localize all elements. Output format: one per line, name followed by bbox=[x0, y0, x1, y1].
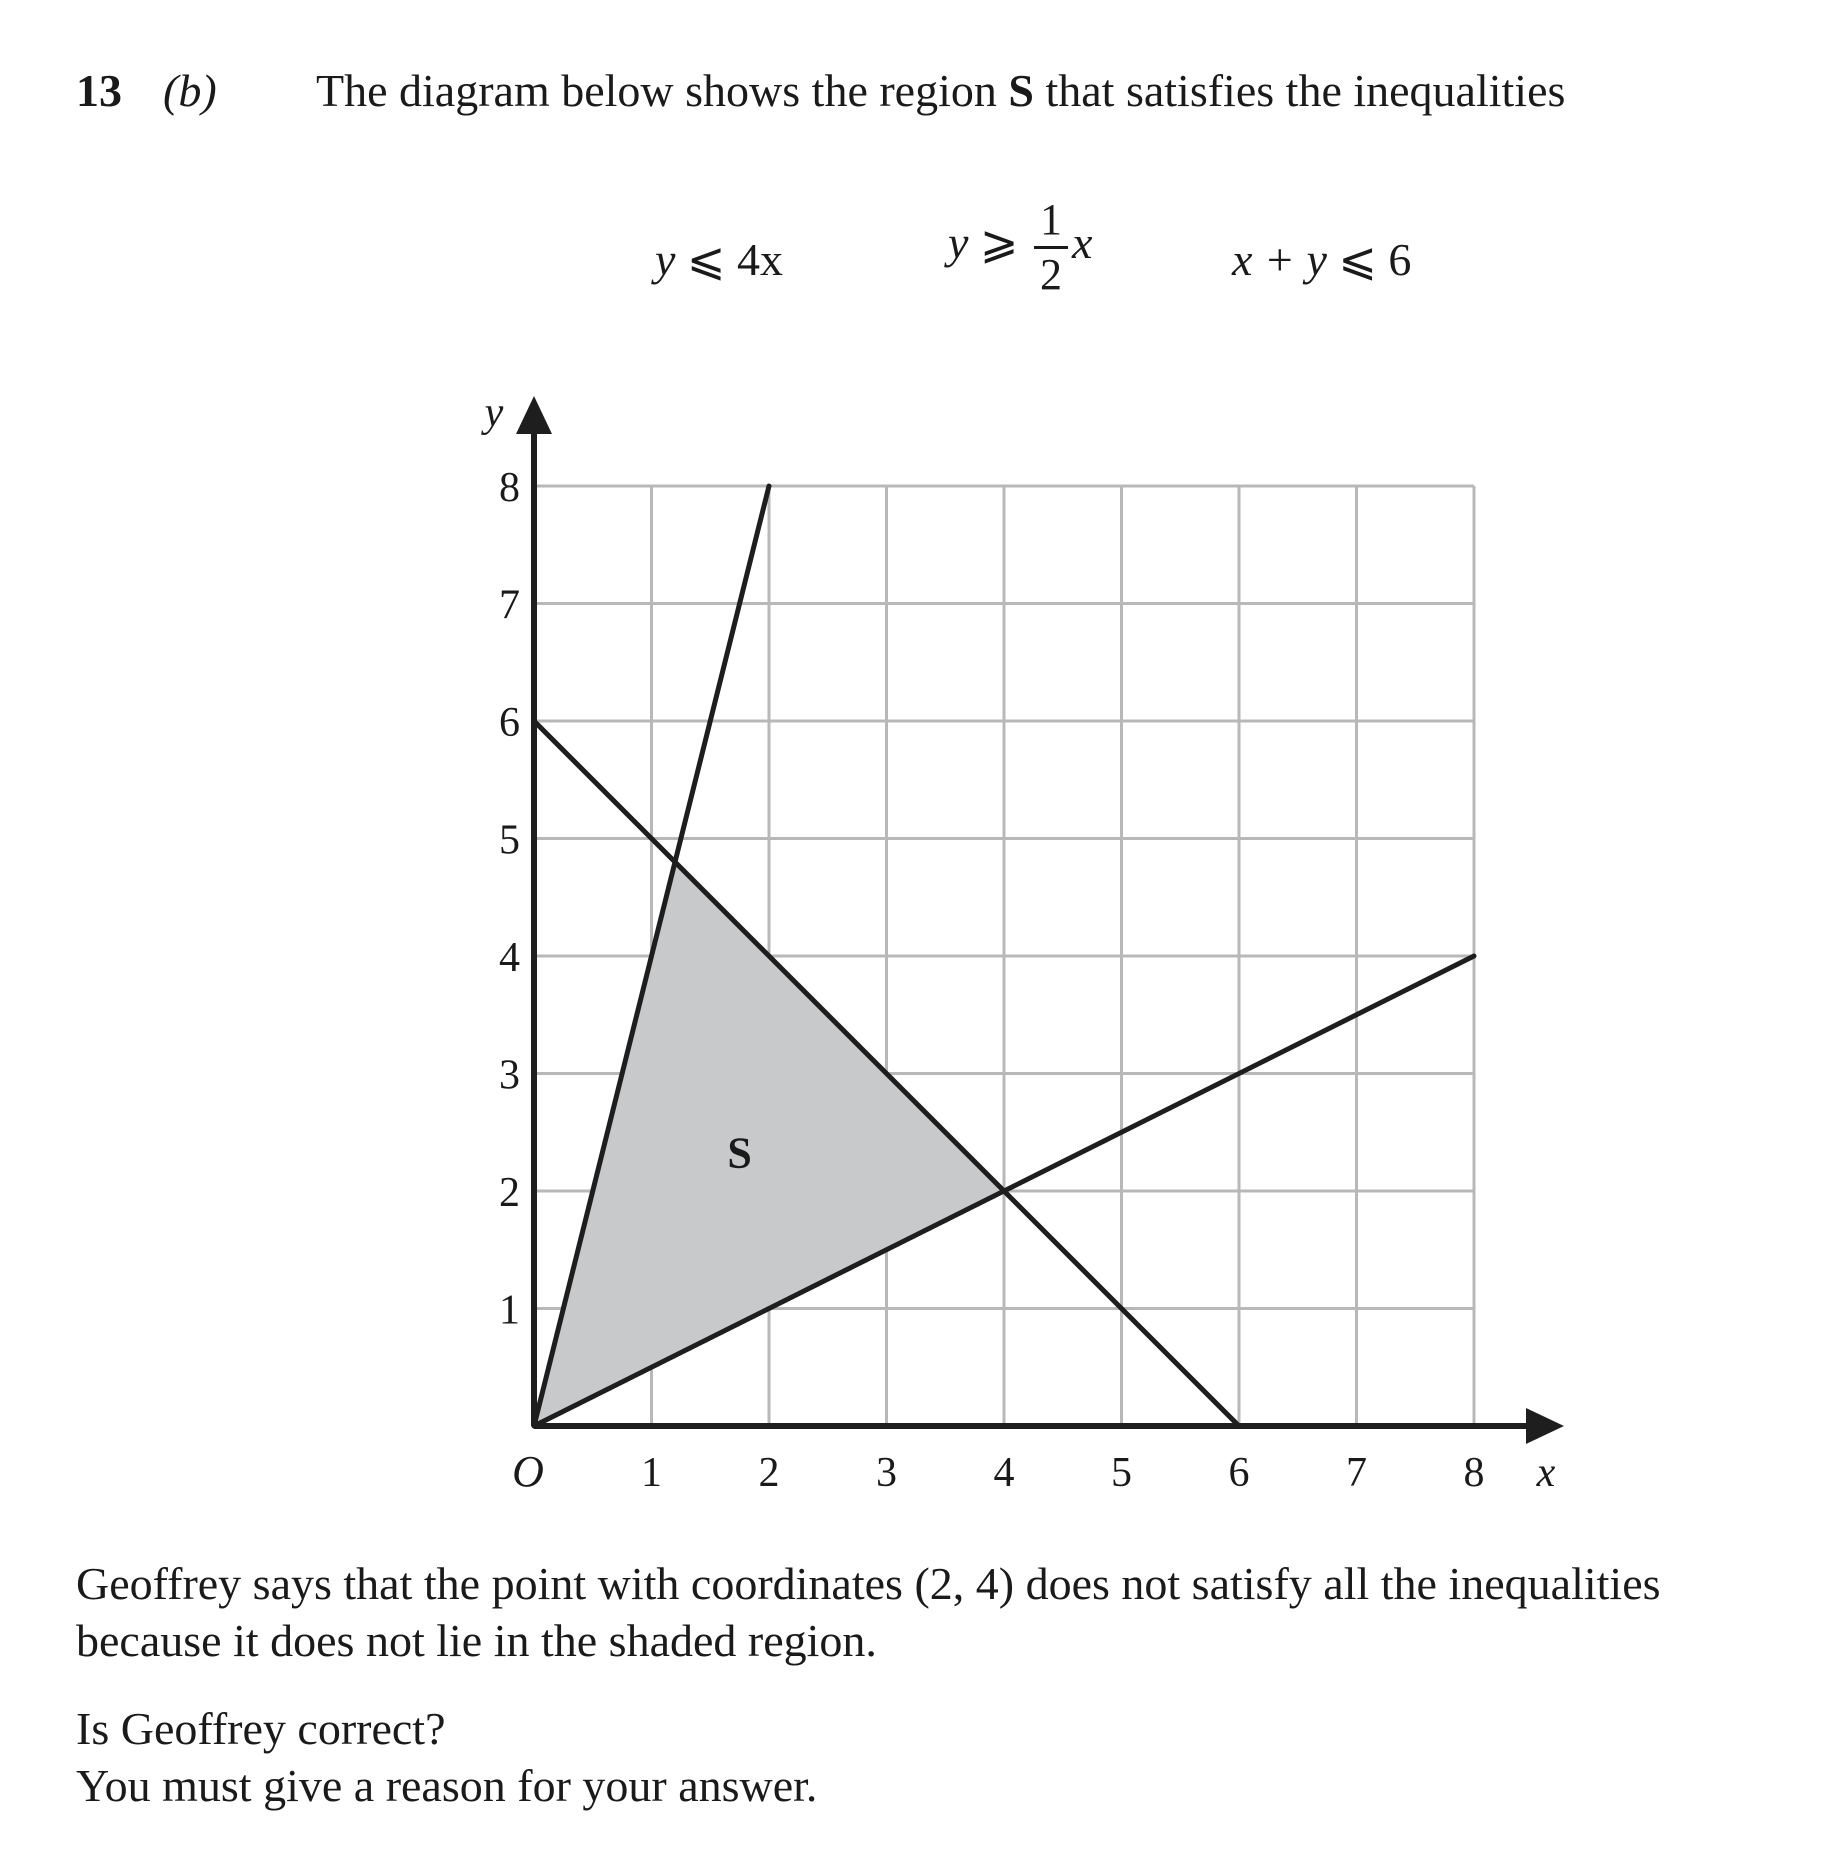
inequality-3-lhs: x + y bbox=[1232, 234, 1327, 285]
x-tick-label: 2 bbox=[758, 1450, 780, 1496]
y-tick-label: 5 bbox=[499, 817, 520, 864]
paragraph-2-line-1: Is Geoffrey correct? bbox=[76, 1703, 446, 1754]
intro-before: The diagram below shows the region bbox=[316, 65, 1009, 116]
y-tick-label: 6 bbox=[499, 700, 520, 746]
inequality-2-rhs: x bbox=[1071, 217, 1093, 269]
paragraph-2-line-2: You must give a reason for your answer. bbox=[76, 1760, 818, 1811]
intro-after: that satisfies the inequalities bbox=[1033, 65, 1566, 116]
y-tick-label: 4 bbox=[499, 935, 520, 981]
paragraph-2 bbox=[76, 1700, 817, 1814]
x-tick-label: 8 bbox=[1463, 1450, 1485, 1496]
inequality-1-op: ⩽ bbox=[686, 234, 726, 285]
y-tick-label: 7 bbox=[499, 582, 520, 629]
intro-region-name: S bbox=[1008, 65, 1034, 116]
x-tick-label: 7 bbox=[1346, 1450, 1367, 1496]
y-tick-label: 3 bbox=[499, 1052, 520, 1099]
inequality-1-rhs: 4x bbox=[736, 234, 783, 285]
origin-label: O bbox=[512, 1447, 544, 1496]
region-label-s: S bbox=[727, 1128, 752, 1178]
y-tick-label: 1 bbox=[499, 1287, 520, 1334]
paragraph-1-line-2: because it does not lie in the shaded region. bbox=[76, 1615, 877, 1666]
y-axis-label: y bbox=[484, 390, 504, 436]
x-tick-label: 3 bbox=[876, 1450, 897, 1496]
inequality-2-op: ⩾ bbox=[979, 217, 1019, 269]
y-axis-arrow bbox=[516, 396, 552, 434]
inequality-2-lhs: y bbox=[948, 217, 969, 269]
inequality-3-rhs: 6 bbox=[1388, 234, 1412, 285]
y-tick-label: 8 bbox=[499, 465, 520, 511]
inequality-2-denominator: 2 bbox=[1039, 250, 1062, 299]
x-tick-label: 4 bbox=[993, 1450, 1015, 1496]
paragraph-1 bbox=[76, 1555, 1661, 1669]
question-number: 13 bbox=[76, 65, 122, 116]
inequality-1-lhs: y bbox=[655, 234, 676, 285]
y-tick-label: 2 bbox=[499, 1170, 520, 1216]
x-tick-label: 5 bbox=[1111, 1450, 1132, 1496]
x-tick-label: 1 bbox=[641, 1450, 662, 1496]
x-tick-label: 6 bbox=[1228, 1450, 1250, 1496]
x-axis-arrow bbox=[1526, 1408, 1564, 1444]
question-part-text: (b) bbox=[163, 65, 217, 116]
x-axis-label: x bbox=[1536, 1450, 1556, 1496]
inequality-3-op: ⩽ bbox=[1338, 234, 1377, 285]
inequality-2-numerator: 1 bbox=[1034, 198, 1068, 249]
paragraph-1-line-1: Geoffrey says that the point with coordinates (2, 4) does not satisfy all the inequalities bbox=[76, 1558, 1661, 1609]
